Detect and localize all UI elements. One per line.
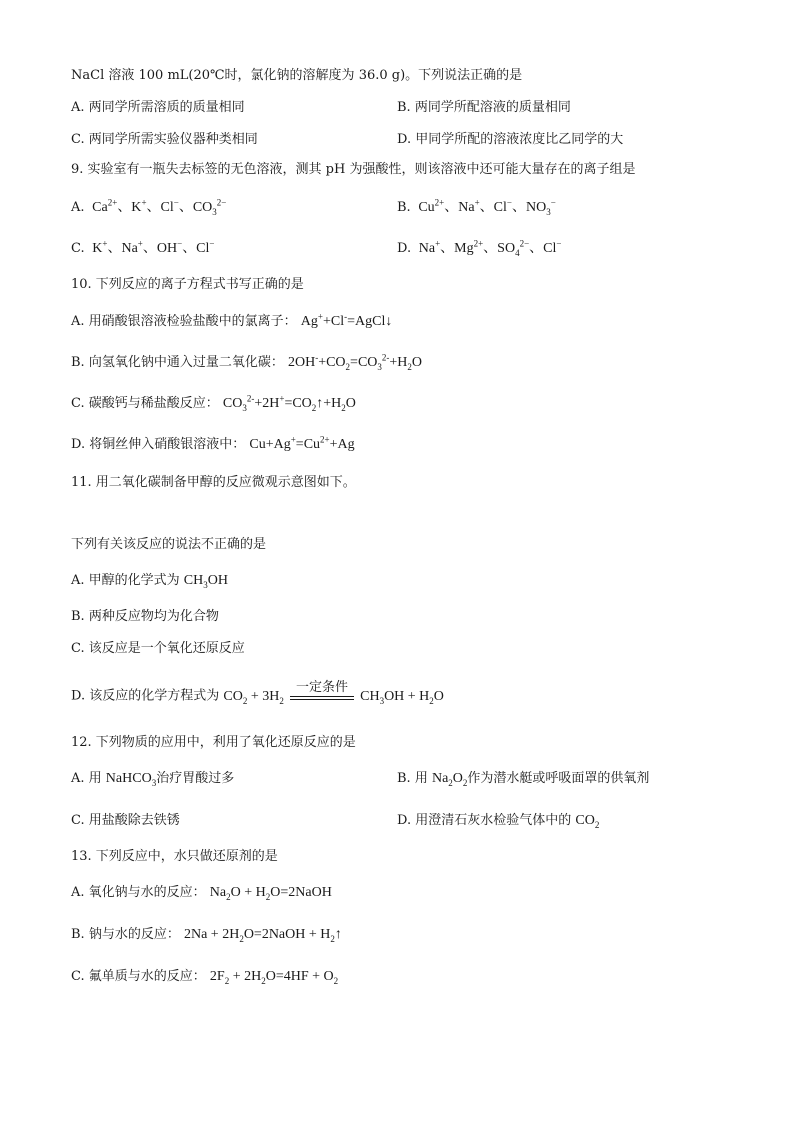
q12-option-a bbox=[71, 770, 234, 788]
q12-option-b bbox=[397, 770, 649, 788]
q11-option-d-reactants: $CO_2 + 3H_2$ bbox=[223, 688, 284, 706]
q9-option-b bbox=[397, 199, 556, 217]
q10-option-a-text: A. 用硝酸银溶液检验盐酸中的氯离子： bbox=[71, 314, 297, 329]
q11-option-b: B. 两种反应物均为化合物 bbox=[71, 609, 219, 624]
q11-option-a-formula: $CH_3OH$ bbox=[183, 573, 228, 590]
q11-stem: 11. 用二氧化碳制备甲醇的反应微观示意图如下。 bbox=[71, 475, 356, 490]
q10-option-c-equation: $CO_3^{2-}+2H^+=CO_2↑+H_2O$ bbox=[222, 393, 356, 413]
equals-bar-bottom bbox=[290, 699, 354, 700]
q13-option-b bbox=[71, 926, 342, 944]
q10-option-c-text: C. 碳酸钙与稀盐酸反应： bbox=[71, 396, 219, 411]
q12-option-a-post: 治疗胃酸过多 bbox=[156, 771, 235, 786]
q13-option-b-text: B. 钠与水的反应： bbox=[71, 927, 180, 942]
q12-option-c-pre: C. 用盐酸除去铁锈 bbox=[71, 813, 180, 828]
q10-option-a bbox=[71, 313, 392, 331]
q13-option-b-equation: $2Na + 2H_2O=2NaOH$ + $H_2↑$ bbox=[183, 927, 342, 944]
q12-option-b-pre: B. 用 bbox=[397, 771, 432, 786]
q11-option-d-products: $CH_3OH + H_2O$ bbox=[360, 688, 444, 706]
q10-option-a-equation: Ag++Cl-=AgCl↓ bbox=[300, 311, 393, 329]
q10-option-b bbox=[71, 354, 422, 372]
q9-stem: 9. 实验室有一瓶失去标签的无色溶液，测其 pH 为强酸性，则该溶液中还可能大量存在的离子组是 bbox=[71, 162, 636, 177]
q9-option-a-label: A. bbox=[71, 200, 85, 215]
q8-stem: NaCl 溶液 100 mL(20℃时，氯化钠的溶解度为 36.0 g)。下列说法正确的是 bbox=[71, 68, 523, 83]
q9-option-d-label: D. bbox=[397, 241, 412, 256]
q9-option-c bbox=[71, 240, 215, 258]
q9-option-c-label: C. bbox=[71, 241, 85, 256]
q10-stem: 10. 下列反应的离子方程式书写正确的是 bbox=[71, 277, 304, 292]
q13-stem: 13. 下列反应中，水只做还原剂的是 bbox=[71, 849, 278, 864]
q9-option-b-label: B. bbox=[397, 200, 411, 215]
q8-option-b: B. 两同学所配溶液的质量相同 bbox=[397, 100, 571, 115]
q12-option-a-pre: A. 用 bbox=[71, 771, 106, 786]
q12-option-b-post: 作为潜水艇或呼吸面罩的供氧剂 bbox=[467, 771, 650, 786]
q9-option-c-ions: K+、Na+、OH−、Cl− bbox=[88, 238, 215, 256]
reaction-condition-label: 一定条件 bbox=[295, 680, 348, 695]
q11-option-d bbox=[71, 680, 444, 707]
q9-option-d-ions: Na+、$Mg^{2+}$、$SO_4^{2-}$、Cl− bbox=[415, 238, 562, 258]
q12-option-d-formula: $CO_2$ bbox=[575, 813, 600, 830]
q11-option-c: C. 该反应是一个氧化还原反应 bbox=[71, 641, 245, 656]
q13-option-c-equation: $2F_2 + 2H_2O=4HF + O_2$ bbox=[209, 969, 339, 986]
q12-option-b-formula: $Na_2O_2$ bbox=[431, 771, 468, 788]
q12-option-d-pre: D. 用澄清石灰水检验气体中的 bbox=[397, 813, 576, 828]
q13-option-a-text: A. 氧化钠与水的反应： bbox=[71, 885, 206, 900]
q10-option-b-text: B. 向氢氧化钠中通入过量二氧化碳： bbox=[71, 355, 284, 370]
q9-option-a bbox=[71, 199, 226, 217]
q11-sub-stem: 下列有关该反应的说法不正确的是 bbox=[71, 537, 267, 552]
q8-option-d: D. 甲同学所配的溶液浓度比乙同学的大 bbox=[397, 132, 624, 147]
q13-option-a-equation: $Na_2O$ + $H_2O=2NaOH$ bbox=[209, 885, 332, 902]
q13-option-c-text: C. 氟单质与水的反应： bbox=[71, 969, 206, 984]
q10-option-b-equation: $2OH^-+CO_2=CO_3^{2-}+H_2O$ bbox=[287, 352, 423, 372]
equals-bar-top bbox=[290, 696, 354, 697]
q13-option-c bbox=[71, 968, 338, 986]
q11-option-a-text: A. 甲醇的化学式为 bbox=[71, 573, 184, 588]
q9-option-d bbox=[397, 240, 561, 258]
q10-option-d-text: D. 将铜丝伸入硝酸银溶液中： bbox=[71, 437, 246, 452]
q9-option-b-ions: $Cu^{2+}$、Na+、Cl−、$NO_3^-$ bbox=[414, 197, 556, 217]
q12-option-a-formula: NaHCO$_3$ bbox=[105, 771, 157, 788]
q10-option-c bbox=[71, 395, 356, 413]
q13-option-a bbox=[71, 884, 332, 902]
q12-stem: 12. 下列物质的应用中，利用了氧化还原反应的是 bbox=[71, 735, 356, 750]
q8-option-a: A. 两同学所需溶质的质量相同 bbox=[71, 100, 245, 115]
q12-option-d bbox=[397, 812, 599, 830]
q10-option-d-equation: $Cu+Ag^+=Cu^{2+}+Ag$ bbox=[249, 434, 355, 452]
q10-option-d bbox=[71, 436, 355, 454]
q9-option-a-ions: $Ca^{2+}$、K+、Cl−、$CO_3^{2-}$ bbox=[88, 197, 227, 217]
q8-option-c: C. 两同学所需实验仪器种类相同 bbox=[71, 132, 258, 147]
q11-option-d-text: D. 该反应的化学方程式为 bbox=[71, 688, 224, 704]
q11-option-a bbox=[71, 572, 228, 590]
reaction-condition-equals-sign bbox=[290, 680, 354, 707]
q12-option-c bbox=[71, 812, 180, 830]
